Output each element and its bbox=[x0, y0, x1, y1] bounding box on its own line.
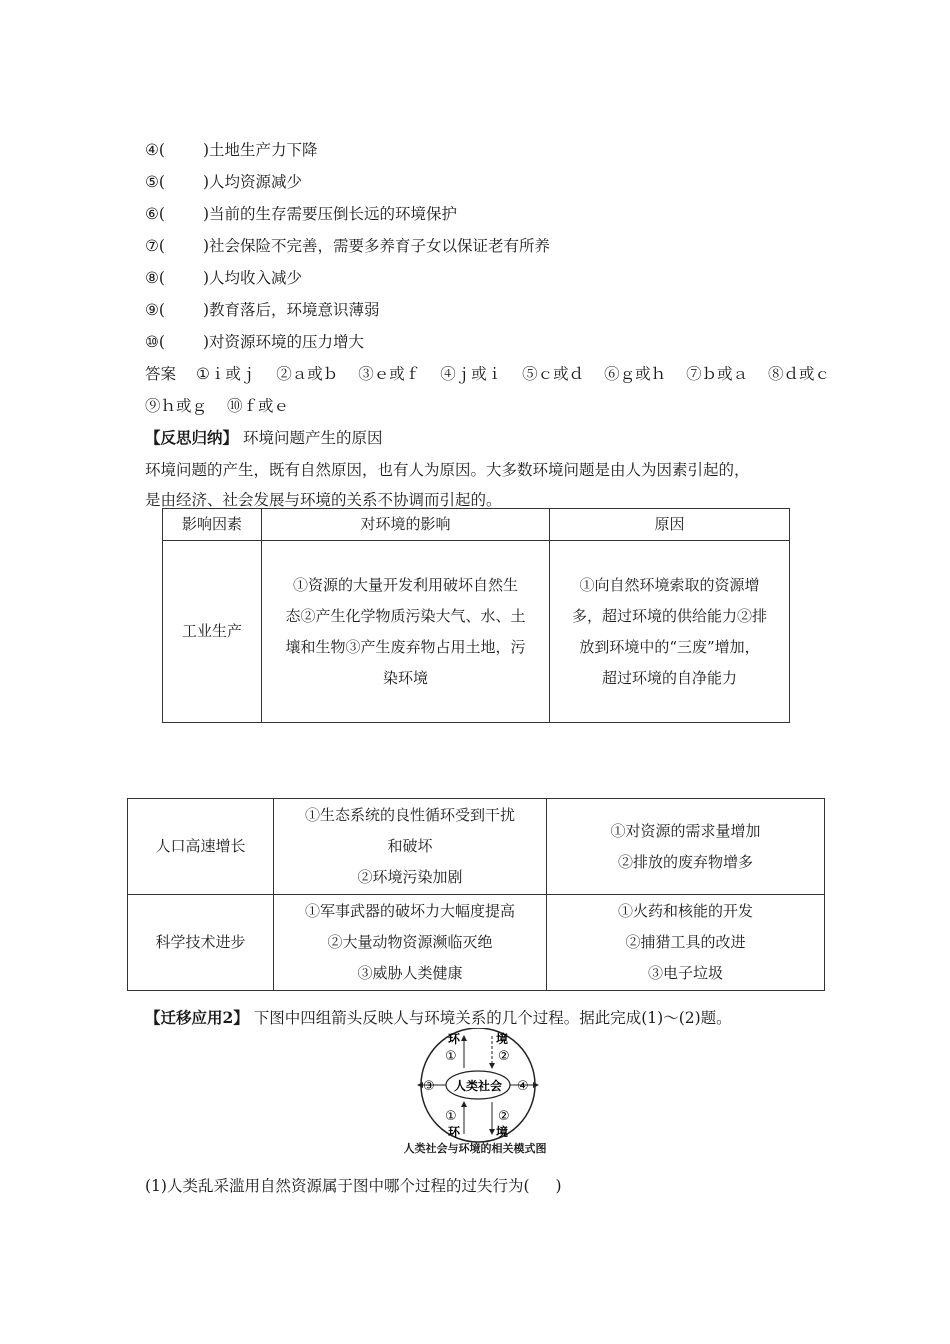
label-4: ④ bbox=[517, 1079, 529, 1094]
diagram-caption: 人类社会与环境的相关模式图 bbox=[403, 1142, 547, 1155]
cause-technology: ①火药和核能的开发 ②捕猎工具的改进 ③电子垃圾 bbox=[547, 895, 825, 991]
answer-line-2: ⑨ｈ或ｇ ⑩ｆ或ｅ bbox=[145, 397, 289, 415]
effect-population: ①生态系统的良性循环受到干扰 和破坏 ②环境污染加剧 bbox=[274, 799, 547, 895]
effect-industry: ①资源的大量开发利用破坏自然生 态②产生化学物质污染大气、水、土 壤和生物③产生废弃物占用土地，污 染环境 bbox=[262, 541, 550, 723]
effect-technology: ①军事武器的破坏力大幅度提高 ②大量动物资源濒临灭绝 ③威胁人类健康 bbox=[274, 895, 547, 991]
label-env-top-right: 境 bbox=[496, 1032, 509, 1046]
answer-line-1: 答案 ①ｉ或ｊ ②ａ或ｂ ③ｅ或ｆ ④ｊ或ｉ ⑤ｃ或ｄ ⑥ｇ或ｈ ⑦ｂ或ａ ⑧ｄ或ｃ bbox=[145, 365, 831, 383]
causes-table-2 bbox=[127, 798, 825, 991]
factor-industry: 工业生产 bbox=[163, 541, 262, 723]
label-3: ③ bbox=[423, 1079, 435, 1094]
header-cause: 原因 bbox=[550, 509, 790, 541]
header-effect: 对环境的影响 bbox=[262, 509, 550, 541]
label-env-bottom-left: 环 bbox=[448, 1125, 461, 1139]
transfer-heading: 【迁移应用2】 下图中四组箭头反映人与环境关系的几个过程。据此完成(1)～(2)题。 bbox=[145, 1008, 732, 1027]
item-4: ④( )土地生产力下降 bbox=[145, 141, 318, 159]
reflection-heading: 【反思归纳】 环境问题产生的原因 bbox=[145, 428, 383, 447]
reflection-para-1: 环境问题的产生，既有自然原因，也有人为原因。大多数环境问题是由人为因素引起的， bbox=[145, 461, 750, 479]
factor-population: 人口高速增长 bbox=[128, 799, 274, 895]
item-8: ⑧( )人均收入减少 bbox=[145, 269, 303, 287]
label-2-bottom: ② bbox=[498, 1109, 510, 1124]
item-6: ⑥( )当前的生存需要压倒长远的环境保护 bbox=[145, 205, 458, 223]
item-5: ⑤( )人均资源减少 bbox=[145, 173, 303, 191]
label-1-bottom: ① bbox=[445, 1109, 457, 1124]
factor-technology: 科学技术进步 bbox=[128, 895, 274, 991]
cause-industry: ①向自然环境索取的资源增 多，超过环境的供给能力②排 放到环境中的“三废”增加， 超过环境的自净能力 bbox=[550, 541, 790, 723]
causes-table-1 bbox=[162, 508, 790, 723]
label-env-top-left: 环 bbox=[448, 1032, 461, 1046]
reflection-para-2: 是由经济、社会发展与环境的关系不协调而引起的。 bbox=[145, 491, 502, 509]
question-1: (1)人类乱采滥用自然资源属于图中哪个过程的过失行为( ) bbox=[145, 1177, 562, 1195]
label-env-bottom-right: 境 bbox=[496, 1125, 509, 1139]
label-2-top: ② bbox=[498, 1049, 510, 1064]
item-10: ⑩( )对资源环境的压力增大 bbox=[145, 333, 365, 351]
item-9: ⑨( )教育落后，环境意识薄弱 bbox=[145, 301, 380, 319]
center-label: 人类社会 bbox=[453, 1079, 503, 1093]
label-1-top: ① bbox=[445, 1049, 457, 1064]
item-7: ⑦( )社会保险不完善，需要多养育子女以保证老有所养 bbox=[145, 237, 551, 255]
cause-population: ①对资源的需求量增加 ②排放的废弃物增多 bbox=[547, 799, 825, 895]
header-factor: 影响因素 bbox=[163, 509, 262, 541]
